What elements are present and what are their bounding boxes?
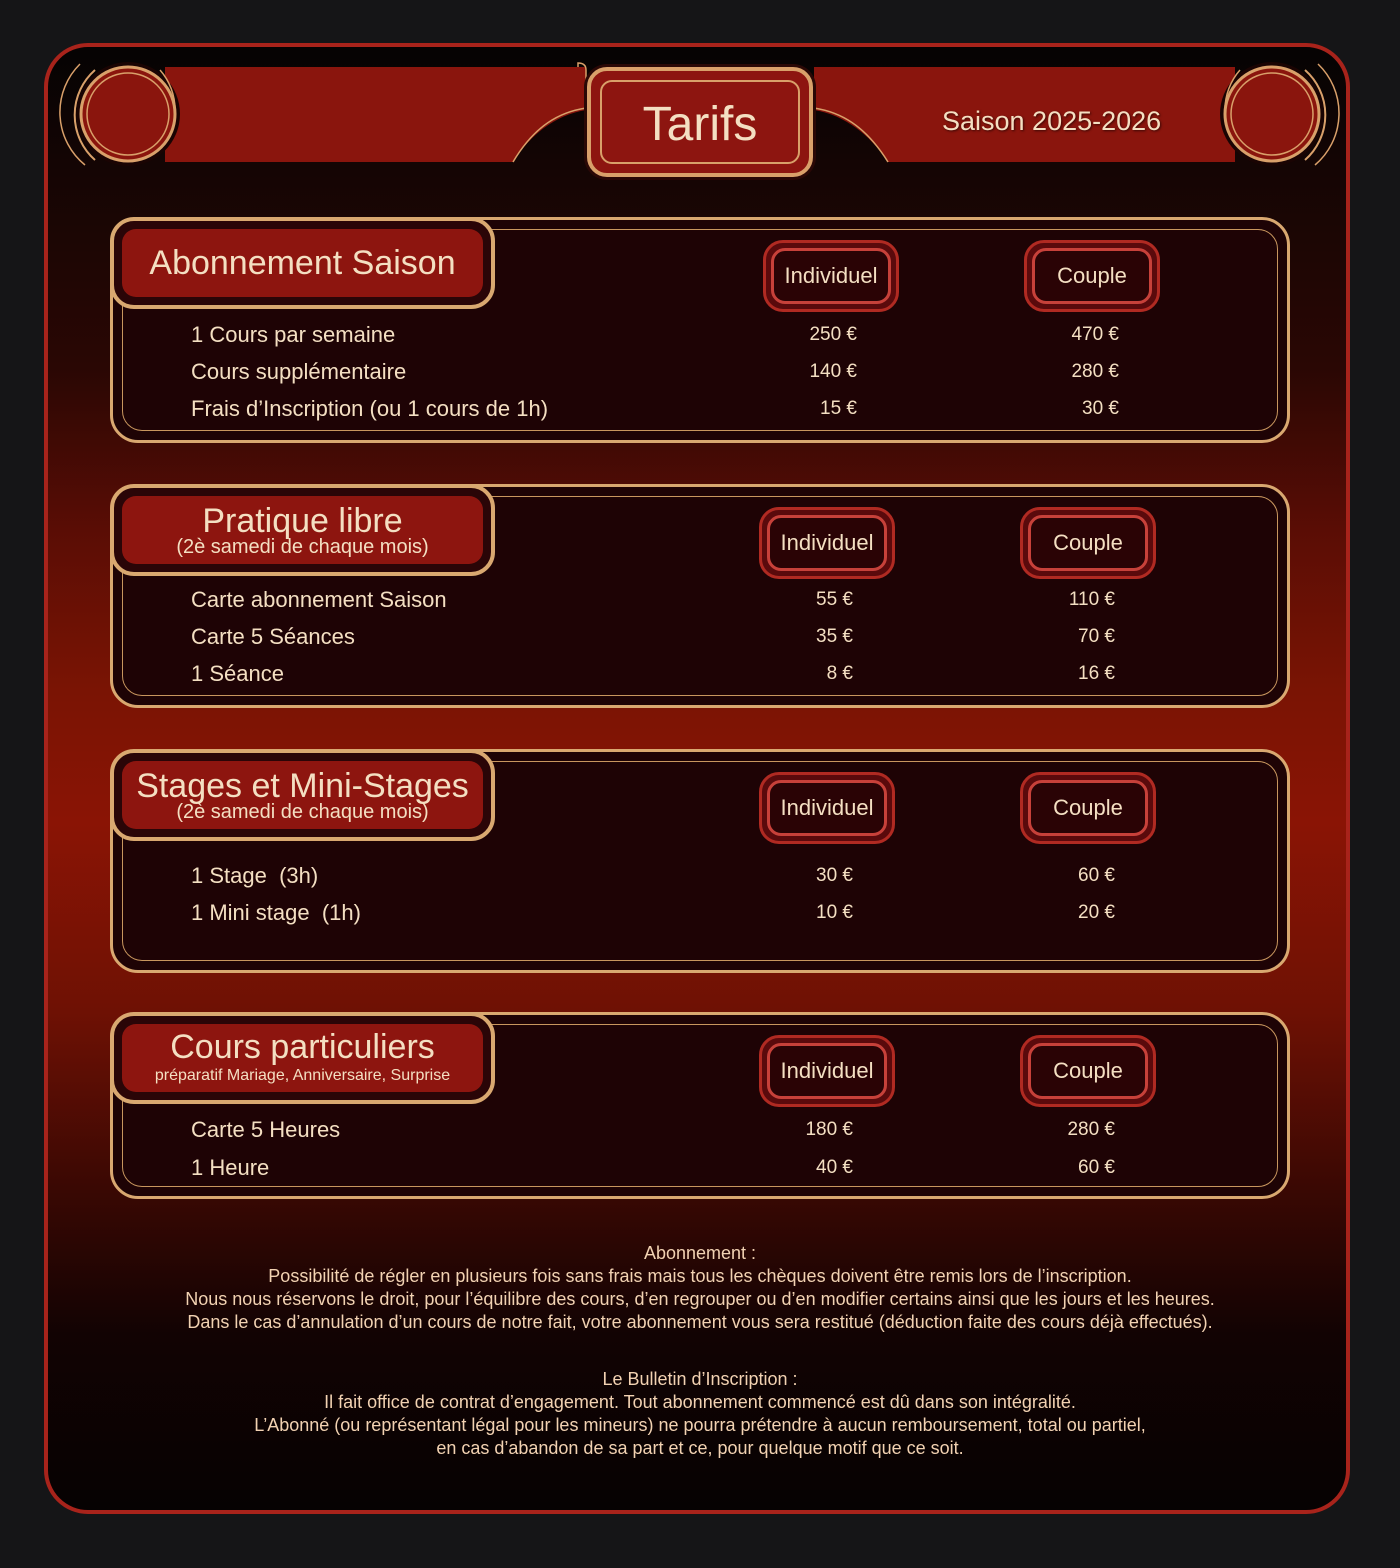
section-header <box>110 217 495 309</box>
row-label: 1 Séance <box>191 661 284 686</box>
couple-header: Couple <box>1020 507 1156 579</box>
price-individuel: 140 € <box>809 361 857 382</box>
price-couple: 30 € <box>1082 398 1119 419</box>
table-row <box>113 359 1287 391</box>
row-label: 1 Stage (3h) <box>191 863 319 888</box>
section-header <box>110 484 495 576</box>
table-row <box>113 396 1287 428</box>
row-label: Carte abonnement Saison <box>191 587 447 612</box>
price-individuel: 40 € <box>816 1157 853 1178</box>
individuel-header: Individuel <box>759 507 895 579</box>
price-couple: 110 € <box>1068 589 1115 610</box>
section-title: Pratique libre <box>202 502 403 540</box>
notes-bulletin <box>0 1368 1400 1460</box>
price-individuel: 180 € <box>805 1119 853 1140</box>
right-medallion-icon <box>1220 62 1339 166</box>
left-medallion-icon <box>60 62 180 166</box>
notes-line: Possibilité de régler en plusieurs fois sans frais mais tous les chèques doivent être remis lors de l’inscription. <box>268 1266 1132 1286</box>
individuel-header: Individuel <box>763 240 899 312</box>
notes-line: Il fait office de contrat d’engagement. Tout abonnement commencé est dû dans son intégralité. <box>324 1392 1076 1412</box>
section-title: Stages et Mini-Stages <box>136 767 469 805</box>
row-label: Cours supplémentaire <box>191 359 407 384</box>
section-cours-particuliers <box>110 1012 1290 1199</box>
table-row <box>113 1117 1287 1149</box>
notes-abonnement <box>0 1242 1400 1334</box>
section-subtitle: (2è samedi de chaque mois) <box>176 536 429 558</box>
couple-header: Couple <box>1020 1035 1156 1107</box>
individuel-header: Individuel <box>759 1035 895 1107</box>
notes-line: Dans le cas d’annulation d’un cours de notre fait, votre abonnement vous sera restitué (déduction faite des cours déjà effectués). <box>187 1312 1213 1332</box>
table-row <box>113 863 1287 895</box>
section-header <box>110 1012 495 1104</box>
row-label: 1 Mini stage (1h) <box>191 900 361 925</box>
price-individuel: 10 € <box>816 902 853 923</box>
price-individuel: 30 € <box>816 865 853 886</box>
notes-line: L’Abonné (ou représentant légal pour les mineurs) ne pourra prétendre à aucun remboursement, total ou partiel, <box>254 1415 1146 1435</box>
notes-line: Nous nous réservons le droit, pour l’équilibre des cours, d’en regrouper ou d’en modifier certains ainsi que les jours et les heures. <box>185 1289 1215 1309</box>
price-couple: 20 € <box>1078 902 1115 923</box>
title-box <box>587 67 813 177</box>
couple-header: Couple <box>1024 240 1160 312</box>
price-individuel: 15 € <box>820 398 857 419</box>
price-couple: 60 € <box>1078 865 1115 886</box>
table-row <box>113 322 1287 354</box>
row-label: Frais d’Inscription (ou 1 cours de 1h) <box>191 396 549 421</box>
price-couple: 70 € <box>1078 626 1115 647</box>
price-couple: 16 € <box>1078 663 1115 684</box>
couple-header: Couple <box>1020 772 1156 844</box>
section-stages <box>110 749 1290 973</box>
price-individuel: 250 € <box>809 324 857 345</box>
price-couple: 60 € <box>1078 1157 1115 1178</box>
row-label: Carte 5 Heures <box>191 1117 341 1142</box>
section-title: Cours particuliers <box>170 1028 435 1066</box>
price-couple: 280 € <box>1067 1119 1115 1140</box>
row-label: 1 Heure <box>191 1155 270 1180</box>
price-couple: 470 € <box>1071 324 1119 345</box>
table-row <box>113 900 1287 932</box>
table-row <box>113 661 1287 693</box>
section-subtitle: préparatif Mariage, Anniversaire, Surprise <box>154 1067 451 1084</box>
price-individuel: 35 € <box>816 626 853 647</box>
table-row <box>113 1155 1287 1187</box>
table-row <box>113 624 1287 656</box>
section-title: Abonnement Saison <box>149 244 456 282</box>
row-label: 1 Cours par semaine <box>191 322 396 347</box>
season-label: Saison 2025-2026 <box>942 106 1162 136</box>
table-row <box>113 587 1287 619</box>
section-header <box>110 749 495 841</box>
section-pratique-libre <box>110 484 1290 708</box>
page-title: Tarifs <box>642 98 758 151</box>
section-subtitle: (2è samedi de chaque mois) <box>176 801 429 823</box>
notes-heading: Abonnement : <box>643 1243 757 1263</box>
individuel-header: Individuel <box>759 772 895 844</box>
price-individuel: 55 € <box>816 589 853 610</box>
section-abonnement-saison <box>110 217 1290 443</box>
price-individuel: 8 € <box>826 663 853 684</box>
notes-line: en cas d’abandon de sa part et ce, pour quelque motif que ce soit. <box>436 1438 964 1458</box>
row-label: Carte 5 Séances <box>191 624 355 649</box>
notes-heading: Le Bulletin d’Inscription : <box>602 1369 798 1389</box>
price-couple: 280 € <box>1071 361 1119 382</box>
